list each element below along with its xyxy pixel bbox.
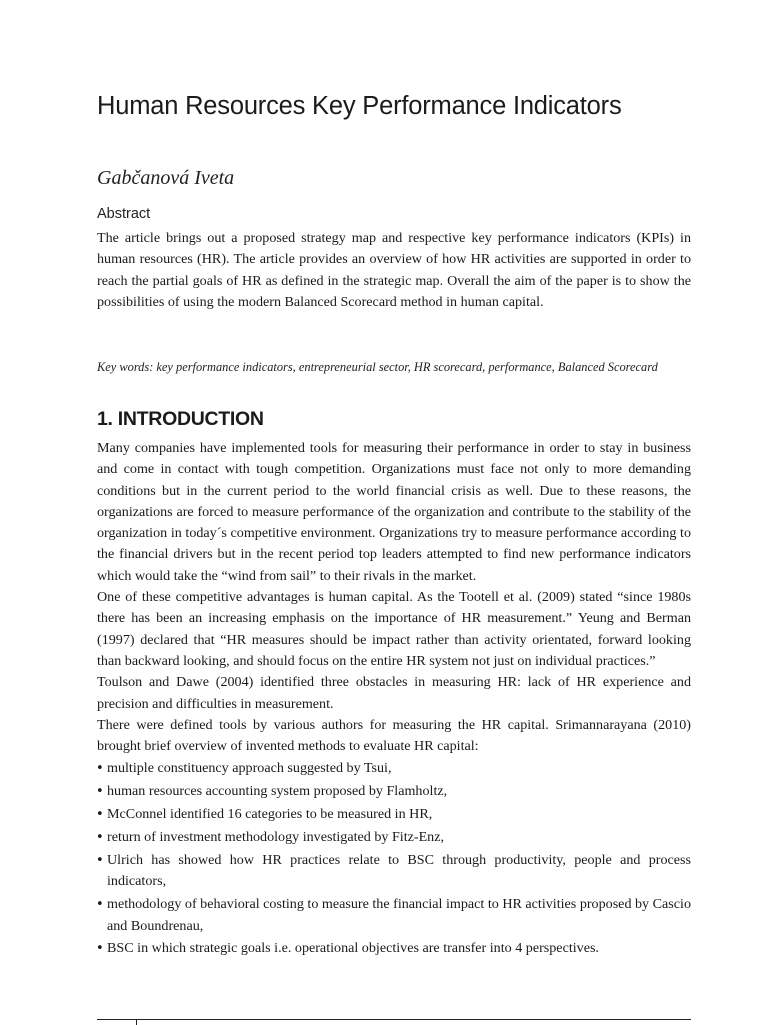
introduction-body [97, 438, 691, 961]
list-item: • McConnel identified 16 categories to be measured in HR, [97, 804, 691, 825]
author-name: Gabčanová Iveta [97, 167, 235, 189]
paragraph: There were defined tools by various authors for measuring the HR capital. Srimannarayana (2010) brought brief overview of invented methods to evaluate HR capital: [97, 716, 691, 755]
list-item: • multiple constituency approach suggested by Tsui, [97, 758, 691, 779]
footer-tick-mark [136, 1019, 137, 1025]
section-heading-introduction: 1. INTRODUCTION [97, 408, 264, 430]
paragraph: Many companies have implemented tools for measuring their performance in order to stay in business and come in contact with tough competition. Organizations must face not only to more demanding conditions but in the current period to the world financial crisis as well. Due to these reasons, the organizations are forced to measure performance of the organization and contribute to the stability of the organization in today´s competitive environment. Organizations try to measure performance according to the financial drivers but in the recent period top leaders attempted to find new performance indicators which would take the “wind from sail” to their rivals in the market. [97, 440, 691, 584]
paragraph: One of these competitive advantages is human capital. As the Tootell et al. (2009) stated “since 1980s there has been an increasing emphasis on the importance of HR measurement.” Yeung and Berman (1997) declared that “HR measures should be impact rather than activity orientated, forward looking than backward looking, and should focus on the entire HR system not just on individual practices.” [97, 589, 691, 669]
list-item: • return of investment methodology investigated by Fitz-Enz, [97, 827, 691, 848]
keywords-line: Key words: key performance indicators, entrepreneurial sector, HR scorecard, performance, Balanced Scorecard [97, 360, 658, 374]
list-item: • BSC in which strategic goals i.e. operational objectives are transfer into 4 perspectives. [97, 938, 691, 959]
list-item: • methodology of behavioral costing to measure the financial impact to HR activities proposed by Cascio and Boundrenau, [97, 894, 691, 937]
abstract-heading: Abstract [97, 206, 151, 222]
methods-list [97, 758, 691, 959]
list-item: • Ulrich has showed how HR practices relate to BSC through productivity, people and process indicators, [97, 850, 691, 893]
footer-divider [97, 1019, 691, 1020]
list-item: • human resources accounting system proposed by Flamholtz, [97, 781, 691, 802]
paper-title: Human Resources Key Performance Indicators [97, 92, 622, 120]
abstract-text: The article brings out a proposed strategy map and respective key performance indicators (KPIs) in human resources (HR). The article provides an overview of how HR activities are supported in order to reach the partial goals of HR as defined in the strategic map. Overall the aim of the paper is to show the possibilities of using the modern Balanced Scorecard method in human capital. [97, 230, 691, 310]
paragraph: Toulson and Dawe (2004) identified three obstacles in measuring HR: lack of HR experience and precision and difficulties in measurement. [97, 674, 691, 712]
